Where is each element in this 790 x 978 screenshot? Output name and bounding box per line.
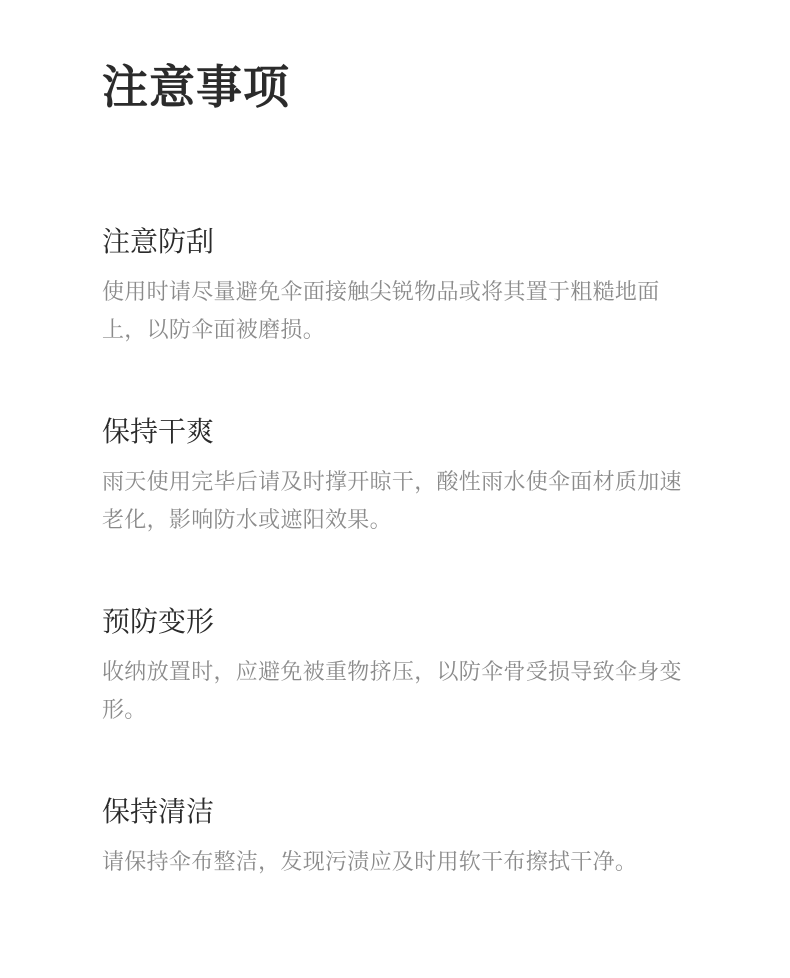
section-heading: 保持干爽 xyxy=(102,415,215,448)
section-body: 请保持伞布整洁，发现污渍应及时用软干布擦拭干净。 xyxy=(102,850,638,875)
section-heading: 注意防刮 xyxy=(102,225,215,258)
notice-section-scratch xyxy=(102,222,682,350)
section-body: 雨天使用完毕后请及时撑开晾干，酸性雨水使伞面材质加速老化，影响防水或遮阳效果。 xyxy=(102,470,682,533)
section-heading: 预防变形 xyxy=(102,605,215,638)
notice-section-dry xyxy=(102,412,682,540)
section-body: 使用时请尽量避免伞面接触尖锐物品或将其置于粗糙地面上，以防伞面被磨损。 xyxy=(102,280,660,343)
section-heading: 保持清洁 xyxy=(102,795,215,828)
notice-section-deformation xyxy=(102,602,682,730)
notice-section-clean xyxy=(102,792,682,882)
page-title: 注意事项 xyxy=(102,60,290,114)
section-body: 收纳放置时，应避免被重物挤压，以防伞骨受损导致伞身变形。 xyxy=(102,660,682,723)
